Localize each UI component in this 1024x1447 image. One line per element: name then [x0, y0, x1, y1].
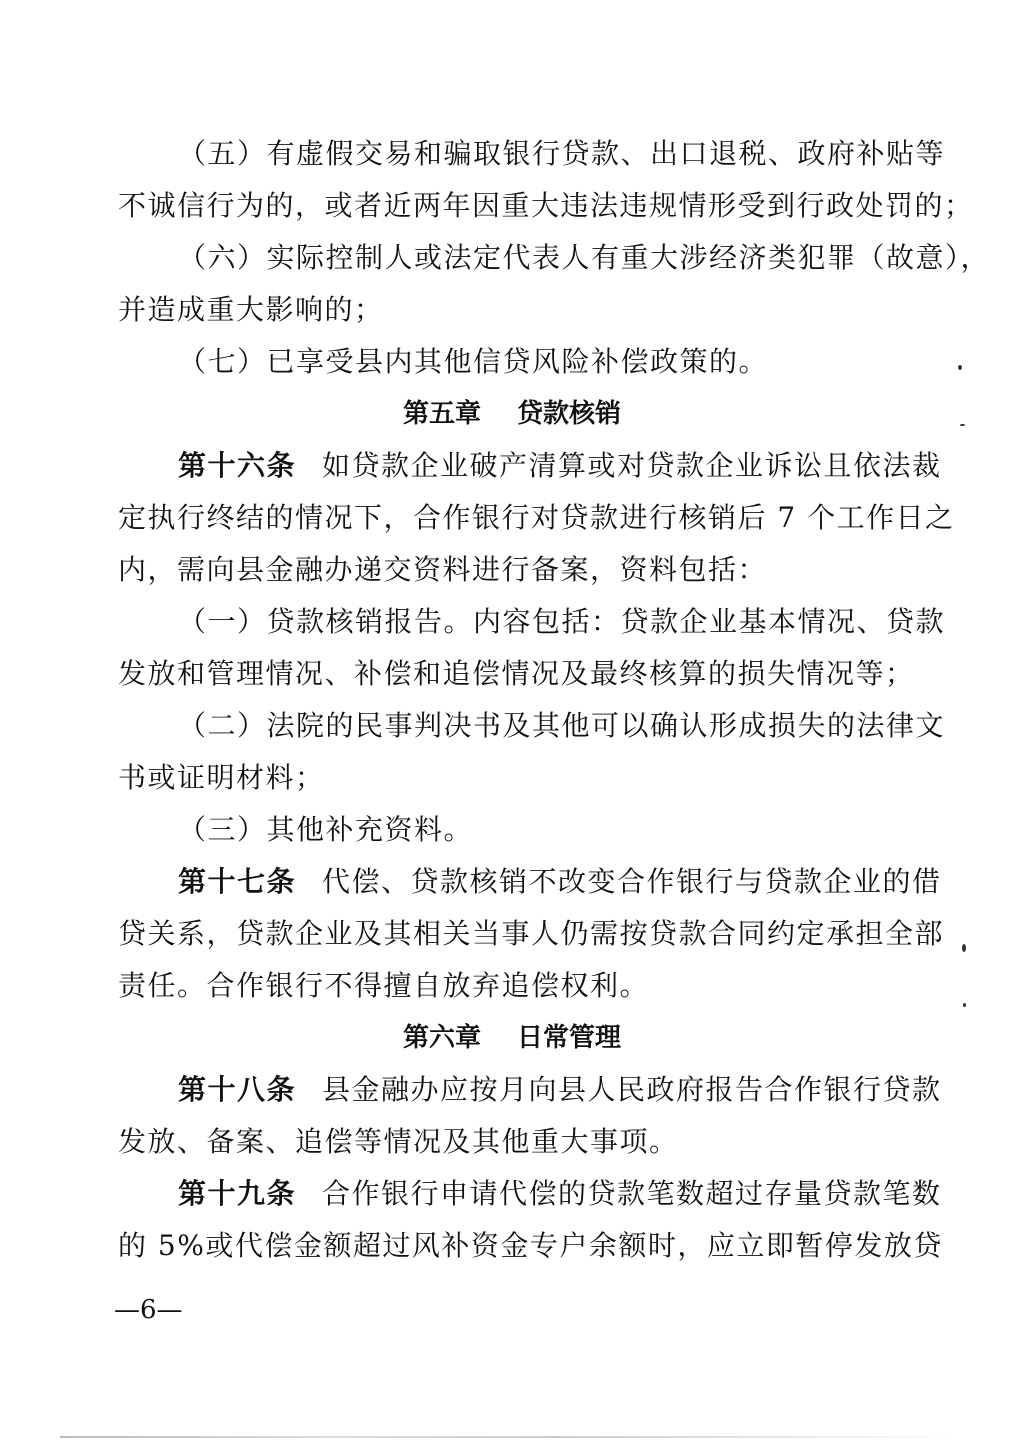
article-16-item-2-line-1: （二）法院的民事判决书及其他可以确认形成损失的法律文 — [178, 709, 946, 742]
article-17-line-2: 贷关系，贷款企业及其相关当事人仍需按贷款合同约定承担全部 — [118, 917, 945, 950]
article-16-line-3: 内，需向县金融办递交资料进行备案，资料包括： — [118, 553, 768, 586]
article-19-line-1 — [178, 1168, 942, 1220]
article-18-line-1 — [178, 1064, 942, 1116]
article-16-line-2: 定执行终结的情况下，合作银行对贷款进行核销后 7 个工作日之 — [118, 501, 955, 534]
paragraph-item-6-line-1: （六）实际控制人或法定代表人有重大涉经济类犯罪（故意）， — [178, 241, 991, 274]
scan-speck — [958, 365, 962, 370]
article-17-text-1: 代偿、贷款核销不改变合作银行与贷款企业的借 — [322, 865, 942, 898]
paragraph-item-6-line-2: 并造成重大影响的； — [118, 293, 384, 326]
article-18-line-2: 发放、备案、追偿等情况及其他重大事项。 — [118, 1125, 679, 1158]
article-18-label: 第十八条 — [178, 1073, 297, 1106]
article-16-text-1: 如贷款企业破产清算或对贷款企业诉讼且依法裁 — [322, 449, 942, 482]
article-16-item-2-line-2: 书或证明材料； — [118, 761, 325, 794]
paragraph-item-7-line-1: （七）已享受县内其他信贷风险补偿政策的。 — [178, 345, 769, 378]
paragraph-item-5-line-2: 不诚信行为的，或者近两年因重大违法违规情形受到行政处罚的； — [118, 189, 974, 222]
article-19-text-1: 合作银行申请代偿的贷款笔数超过存量贷款笔数 — [322, 1177, 942, 1210]
page-number: —6— — [114, 1295, 183, 1325]
chapter-6-title: 日常管理 — [517, 1023, 622, 1053]
scan-speck — [962, 944, 966, 952]
paragraph-item-5-line-1: （五）有虚假交易和骗取银行贷款、出口退税、政府补贴等 — [178, 137, 946, 170]
chapter-5-heading — [0, 388, 1024, 440]
article-17-line-1 — [178, 856, 942, 908]
scan-speck — [960, 424, 965, 426]
chapter-6-number: 第六章 — [402, 1023, 481, 1053]
chapter-5-number: 第五章 — [402, 399, 481, 429]
article-19-label: 第十九条 — [178, 1177, 297, 1210]
scan-speck — [963, 1003, 966, 1007]
article-16-item-1-line-1: （一）贷款核销报告。内容包括：贷款企业基本情况、贷款 — [178, 605, 946, 638]
scan-bottom-edge — [60, 1436, 960, 1438]
chapter-6-heading — [0, 1012, 1024, 1064]
chapter-5-title: 贷款核销 — [517, 399, 622, 429]
article-16-label: 第十六条 — [178, 449, 297, 482]
article-16-item-1-line-2: 发放和管理情况、补偿和追偿情况及最终核算的损失情况等； — [118, 657, 915, 690]
article-17-line-3: 责任。合作银行不得擅自放弃追偿权利。 — [118, 969, 650, 1002]
article-17-label: 第十七条 — [178, 865, 297, 898]
article-18-text-1: 县金融办应按月向县人民政府报告合作银行贷款 — [322, 1073, 942, 1106]
article-19-line-2: 的 5%或代偿金额超过风补资金专户余额时，应立即暂停发放贷 — [118, 1229, 943, 1262]
article-16-item-3-line-1: （三）其他补充资料。 — [178, 813, 474, 846]
article-16-line-1 — [178, 440, 942, 492]
